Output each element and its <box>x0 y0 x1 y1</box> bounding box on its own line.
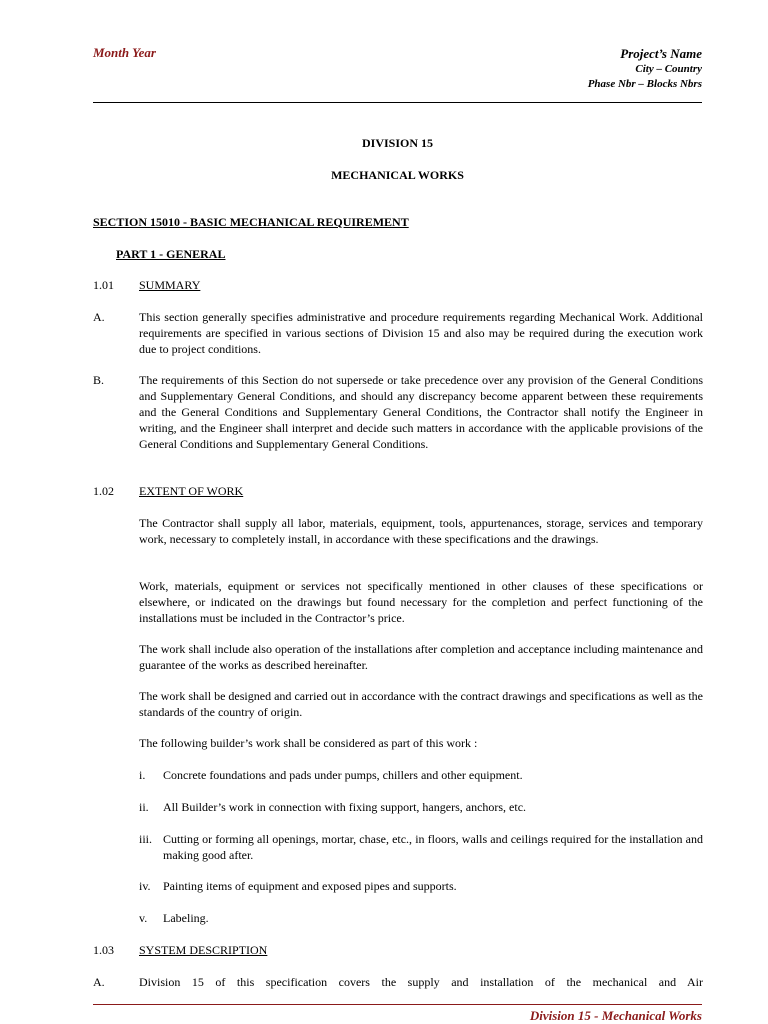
footer-divider <box>93 1004 702 1005</box>
item-mark-b: B. <box>93 373 105 387</box>
summary-paragraph-b: The requirements of this Section do not supersede or take precedence over any provision of the General Conditions and Supplementary General Conditions, and should any discrepancy become apparent between these requirements and the General Conditions and Supplementary General Conditions, the Contractor shall notify the Engineer in writing, and the Engineer shall interpret and decide such matters in accordance with the applicable provisions of the General Conditions and Supplementary General Conditions. <box>139 373 703 451</box>
extent-paragraph-2: Work, materials, equipment or services not specifically mentioned in other clauses of these specifications or elsewhere, or indicated on the drawings but found necessary for the completion and perfect functioning of the installations must be included in the Contractor’s price. <box>139 579 703 625</box>
list-item: Painting items of equipment and exposed pipes and supports. <box>163 879 457 893</box>
list-item: Concrete foundations and pads under pumps, chillers and other equipment. <box>163 768 523 782</box>
list-marker: iv. <box>139 879 151 893</box>
clause-heading-summary: SUMMARY <box>139 278 201 292</box>
list-item: All Builder’s work in connection with fixing support, hangers, anchors, etc. <box>163 800 527 814</box>
clause-number-101: 1.01 <box>93 278 114 292</box>
header-divider <box>93 102 702 103</box>
clause-heading-extent: EXTENT OF WORK <box>139 484 244 498</box>
works-title: MECHANICAL WORKS <box>331 168 464 182</box>
part-title: PART 1 - GENERAL <box>116 247 226 261</box>
phase-blocks: Phase Nbr – Blocks Nbrs <box>587 78 702 90</box>
item-mark-a-103: A. <box>93 975 105 989</box>
header-project-block <box>588 45 702 92</box>
extent-paragraph-3: The work shall include also operation of the installations after completion and acceptance including maintenance and guarantee of the works as described hereinafter. <box>139 642 703 672</box>
system-paragraph-a: Division 15 of this specification covers the supply and installation of the mechanical and Air <box>139 975 703 989</box>
extent-paragraph-4: The work shall be designed and carried out in accordance with the contract drawings and specifications as well as the standards of the country of origin. <box>139 689 703 719</box>
clause-number-103: 1.03 <box>93 943 114 957</box>
division-title: DIVISION 15 <box>361 136 433 150</box>
list-marker: iii. <box>139 832 153 846</box>
extent-paragraph-5: The following builder’s work shall be considered as part of this work : <box>139 736 478 750</box>
list-marker: v. <box>139 911 148 925</box>
extent-paragraph-1: The Contractor shall supply all labor, materials, equipment, tools, appurtenances, storage, services and temporary work, necessary to completely install, in accordance with these specifications and the drawings. <box>139 516 703 546</box>
list-item: Labeling. <box>163 911 209 925</box>
clause-number-102: 1.02 <box>93 484 114 498</box>
section-title: SECTION 15010 - BASIC MECHANICAL REQUIREMENT <box>93 215 409 229</box>
item-mark-a: A. <box>93 310 105 324</box>
project-name: Project’s Name <box>620 46 702 61</box>
footer-label: Division 15 - Mechanical Works <box>529 1008 702 1023</box>
list-marker: ii. <box>139 800 149 814</box>
summary-paragraph-a: This section generally specifies administrative and procedure requirements regarding Mechanical Work. Additional requirements are specified in various sections of Division 15 and also may be required during the execution work due to project conditions. <box>139 310 703 356</box>
clause-heading-system: SYSTEM DESCRIPTION <box>139 943 268 957</box>
list-item: Cutting or forming all openings, mortar, chase, etc., in floors, walls and ceilings required for the installation and making good after. <box>163 832 703 862</box>
list-marker: i. <box>139 768 146 782</box>
header-date: Month Year <box>93 45 156 60</box>
city-country: City – Country <box>635 63 702 75</box>
